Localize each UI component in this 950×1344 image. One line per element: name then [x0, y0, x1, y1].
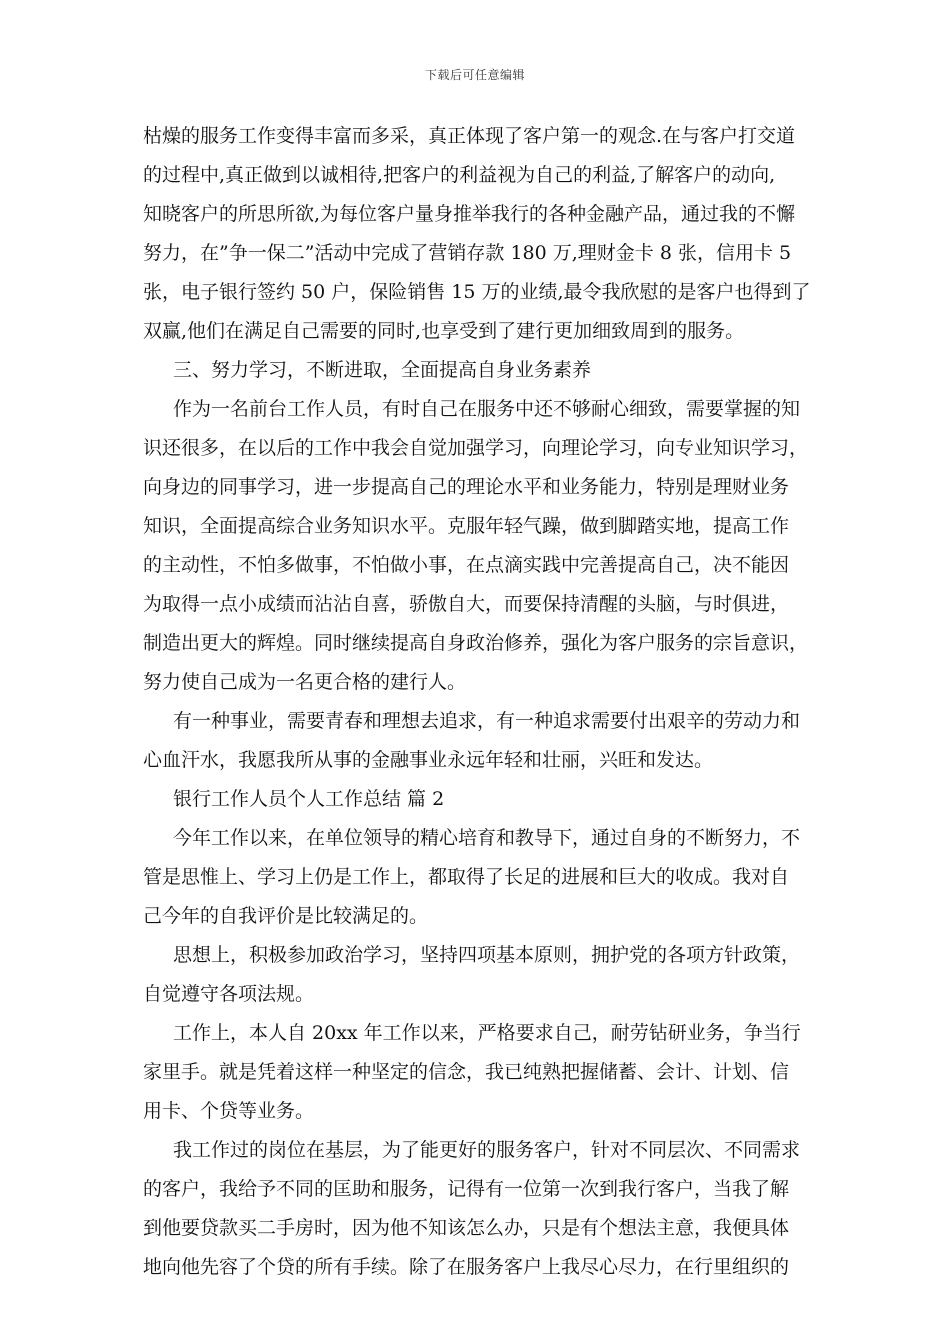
text-line: 银行工作人员个人工作总结 篇 2 — [173, 788, 445, 810]
text-line: 张，电子银行签约 50 户，保险销售 15 万的业绩,最令我欣慰的是客户也得到了 — [143, 281, 811, 303]
text-line: 制造出更大的辉煌。同时继续提高自身政治修养，强化为客户服务的宗旨意识， — [143, 632, 809, 654]
text-line: 的过程中,真正做到以诚相待,把客户的利益视为自己的利益,了解客户的动向, — [143, 164, 776, 186]
text-line: 双赢,他们在满足自己需要的同时,也享受到了建行更加细致周到的服务。 — [143, 320, 745, 342]
text-line: 我工作过的岗位在基层，为了能更好的服务客户，针对不同层次、不同需求 — [173, 1139, 801, 1161]
text-line: 工作上，本人自 20xx 年工作以来，严格要求自己，耐劳钻研业务，争当行 — [173, 1022, 801, 1044]
text-line: 作为一名前台工作人员，有时自己在服务中还不够耐心细致，需要掌握的知 — [173, 398, 801, 420]
text-line: 的客户，我给予不同的匡助和服务，记得有一位第一次到我行客户，当我了解 — [143, 1178, 790, 1200]
text-line: 心血汗水，我愿我所从事的金融事业永远年轻和壮丽，兴旺和发达。 — [143, 749, 714, 771]
text-line: 知晓客户的所思所欲,为每位客户量身推举我行的各种金融产品，通过我的不懈 — [143, 203, 796, 225]
text-line: 向身边的同事学习，进一步提高自己的理论水平和业务能力，特别是理财业务 — [143, 476, 790, 498]
text-line: 知识，全面提高综合业务知识水平。克服年轻气躁，做到脚踏实地，提高工作 — [143, 515, 790, 537]
text-line: 思想上，积极参加政治学习，坚持四项基本原则，拥护党的各项方针政策， — [173, 944, 801, 966]
text-line: 到他要贷款买二手房时，因为他不知该怎么办，只是有个想法主意，我便具体 — [143, 1217, 790, 1239]
text-line: 三、努力学习，不断进取，全面提高自身业务素养 — [173, 359, 592, 381]
text-line: 自觉遵守各项法规。 — [143, 983, 315, 1005]
text-line: 用卡、个贷等业务。 — [143, 1100, 315, 1122]
text-line: 今年工作以来，在单位领导的精心培育和教导下，通过自身的不断努力，不 — [173, 827, 801, 849]
text-line: 管是思惟上、学习上仍是工作上，都取得了长足的进展和巨大的收成。我对自 — [143, 866, 790, 888]
text-line: 己今年的自我评价是比较满足的。 — [143, 905, 429, 927]
text-line: 识还很多，在以后的工作中我会自觉加强学习，向理论学习，向专业知识学习， — [143, 437, 809, 459]
text-line: 家里手。就是凭着这样一种坚定的信念，我已纯熟把握储蓄、会计、计划、信 — [143, 1061, 790, 1083]
text-line: 为取得一点小成绩而沾沾自喜，骄傲自大，而要保持清醒的头脑，与时俱进， — [143, 593, 790, 615]
document-body — [143, 117, 819, 1287]
text-line: 努力，在”争一保二”活动中完成了营销存款 180 万,理财金卡 8 张，信用卡 5 — [143, 242, 792, 264]
text-line: 努力使自己成为一名更合格的建行人。 — [143, 671, 467, 693]
text-line: 地向他先容了个贷的所有手续。除了在服务客户上我尽心尽力，在行里组织的 — [143, 1256, 790, 1278]
text-line: 有一种事业，需要青春和理想去追求，有一种追求需要付出艰辛的劳动力和 — [173, 710, 801, 732]
page-header-note: 下载后可任意编辑 — [424, 68, 525, 82]
text-line: 的主动性，不怕多做事，不怕做小事，在点滴实践中完善提高自己，决不能因 — [143, 554, 790, 576]
text-line: 枯燥的服务工作变得丰富而多采，真正体现了客户第一的观念.在与客户打交道 — [143, 125, 796, 147]
